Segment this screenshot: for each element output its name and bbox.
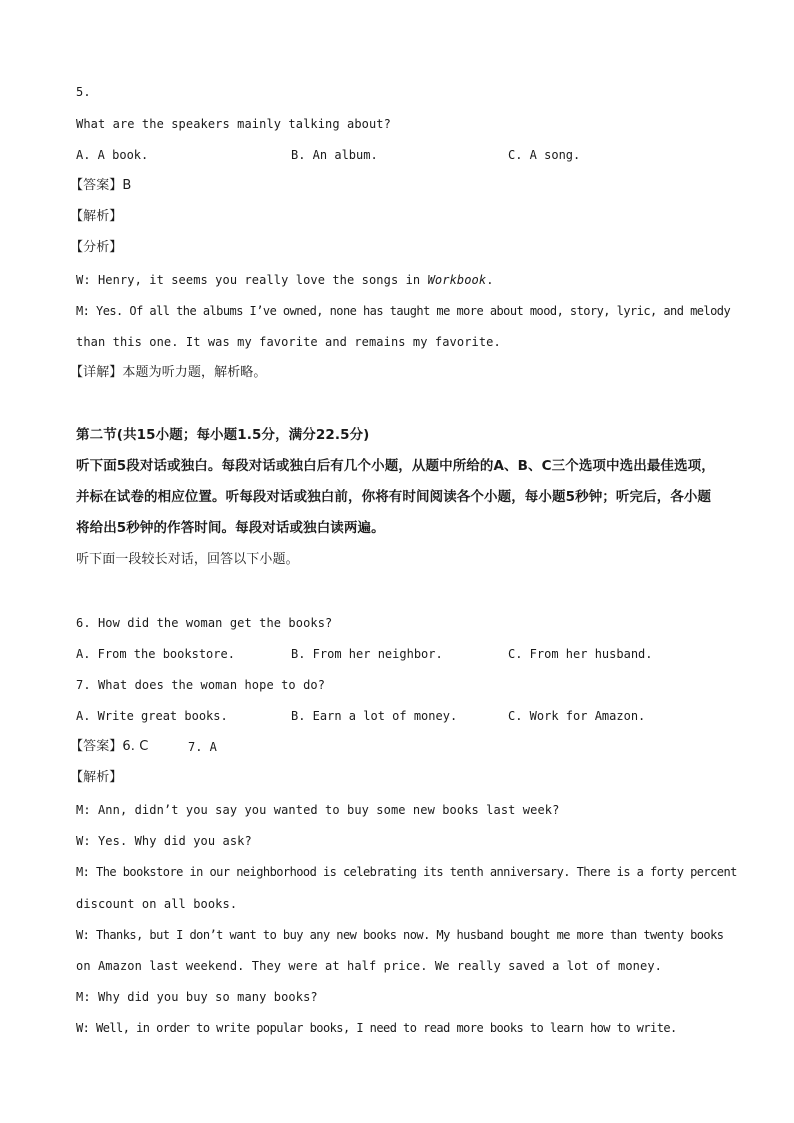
section-heading: 第二节(共15小题；每小题1.5分，满分22.5分) xyxy=(76,427,370,443)
transcript-line-1 xyxy=(76,271,494,289)
album-title: Workbook xyxy=(427,273,487,287)
answer-label: 【答案】B xyxy=(70,178,132,193)
q7-option-c: C. Work for Amazon. xyxy=(508,709,646,723)
transcript-line-1-end: . xyxy=(486,273,494,287)
section-instructions-line-2: 并标在试卷的相应位置。听每段对话或独白前，你将有时间阅读各个小题，每小题5秒钟；听完后，各小题 xyxy=(76,489,712,505)
answer-7: 7. A xyxy=(188,740,217,754)
dialogue-line: discount on all books. xyxy=(76,897,238,911)
section-instructions-line-1: 听下面5段对话或独白。每段对话或独白后有几个小题，从题中所给的A、B、C三个选项中选出最佳选项， xyxy=(76,458,715,474)
analysis-label: 【解析】 xyxy=(70,209,123,224)
dialogue-line: M: Ann, didn’t you say you wanted to buy some new books last week? xyxy=(76,803,560,817)
q6-option-a: A. From the bookstore. xyxy=(76,647,235,661)
transcript-line-1-text: W: Henry, it seems you really love the songs in xyxy=(76,273,428,287)
dialogue-line: M: The bookstore in our neighborhood is celebrating its tenth anniversary. There is a forty percent xyxy=(76,865,737,879)
detail-explanation: 【详解】本题为听力题，解析略。 xyxy=(70,365,267,380)
question-number: 5. xyxy=(76,85,91,99)
dialogue-line: M: Why did you buy so many books? xyxy=(76,990,318,1004)
q6-option-c: C. From her husband. xyxy=(508,647,653,661)
section-intro: 听下面一段较长对话，回答以下小题。 xyxy=(76,552,299,567)
q6-option-b: B. From her neighbor. xyxy=(291,647,443,661)
dialogue-line: on Amazon last weekend. They were at half price. We really saved a lot of money. xyxy=(76,959,662,973)
answers-6-7-label: 【答案】6. C xyxy=(70,739,149,754)
analysis-label-2: 【解析】 xyxy=(70,770,123,785)
dialogue-line: W: Yes. Why did you ask? xyxy=(76,834,252,848)
question-text: What are the speakers mainly talking about? xyxy=(76,117,391,131)
option-b: B. An album. xyxy=(291,148,378,162)
dialogue-line: W: Thanks, but I don’t want to buy any new books now. My husband bought me more than twenty books xyxy=(76,928,724,942)
option-c: C. A song. xyxy=(508,148,581,162)
transcript-line-3: than this one. It was my favorite and remains my favorite. xyxy=(76,335,501,349)
q7-option-a: A. Write great books. xyxy=(76,709,228,723)
transcript-line-2: M: Yes. Of all the albums I’ve owned, none has taught me more about mood, story, lyric, and melody xyxy=(76,304,731,318)
option-a: A. A book. xyxy=(76,148,149,162)
question-6-text: 6. How did the woman get the books? xyxy=(76,616,333,630)
dialogue-line: W: Well, in order to write popular books, I need to read more books to learn how to write. xyxy=(76,1021,677,1035)
fenxi-label: 【分析】 xyxy=(70,240,123,255)
section-instructions-line-3: 将给出5秒钟的作答时间。每段对话或独白读两遍。 xyxy=(76,520,385,536)
q7-option-b: B. Earn a lot of money. xyxy=(291,709,458,723)
question-7-text: 7. What does the woman hope to do? xyxy=(76,678,326,692)
